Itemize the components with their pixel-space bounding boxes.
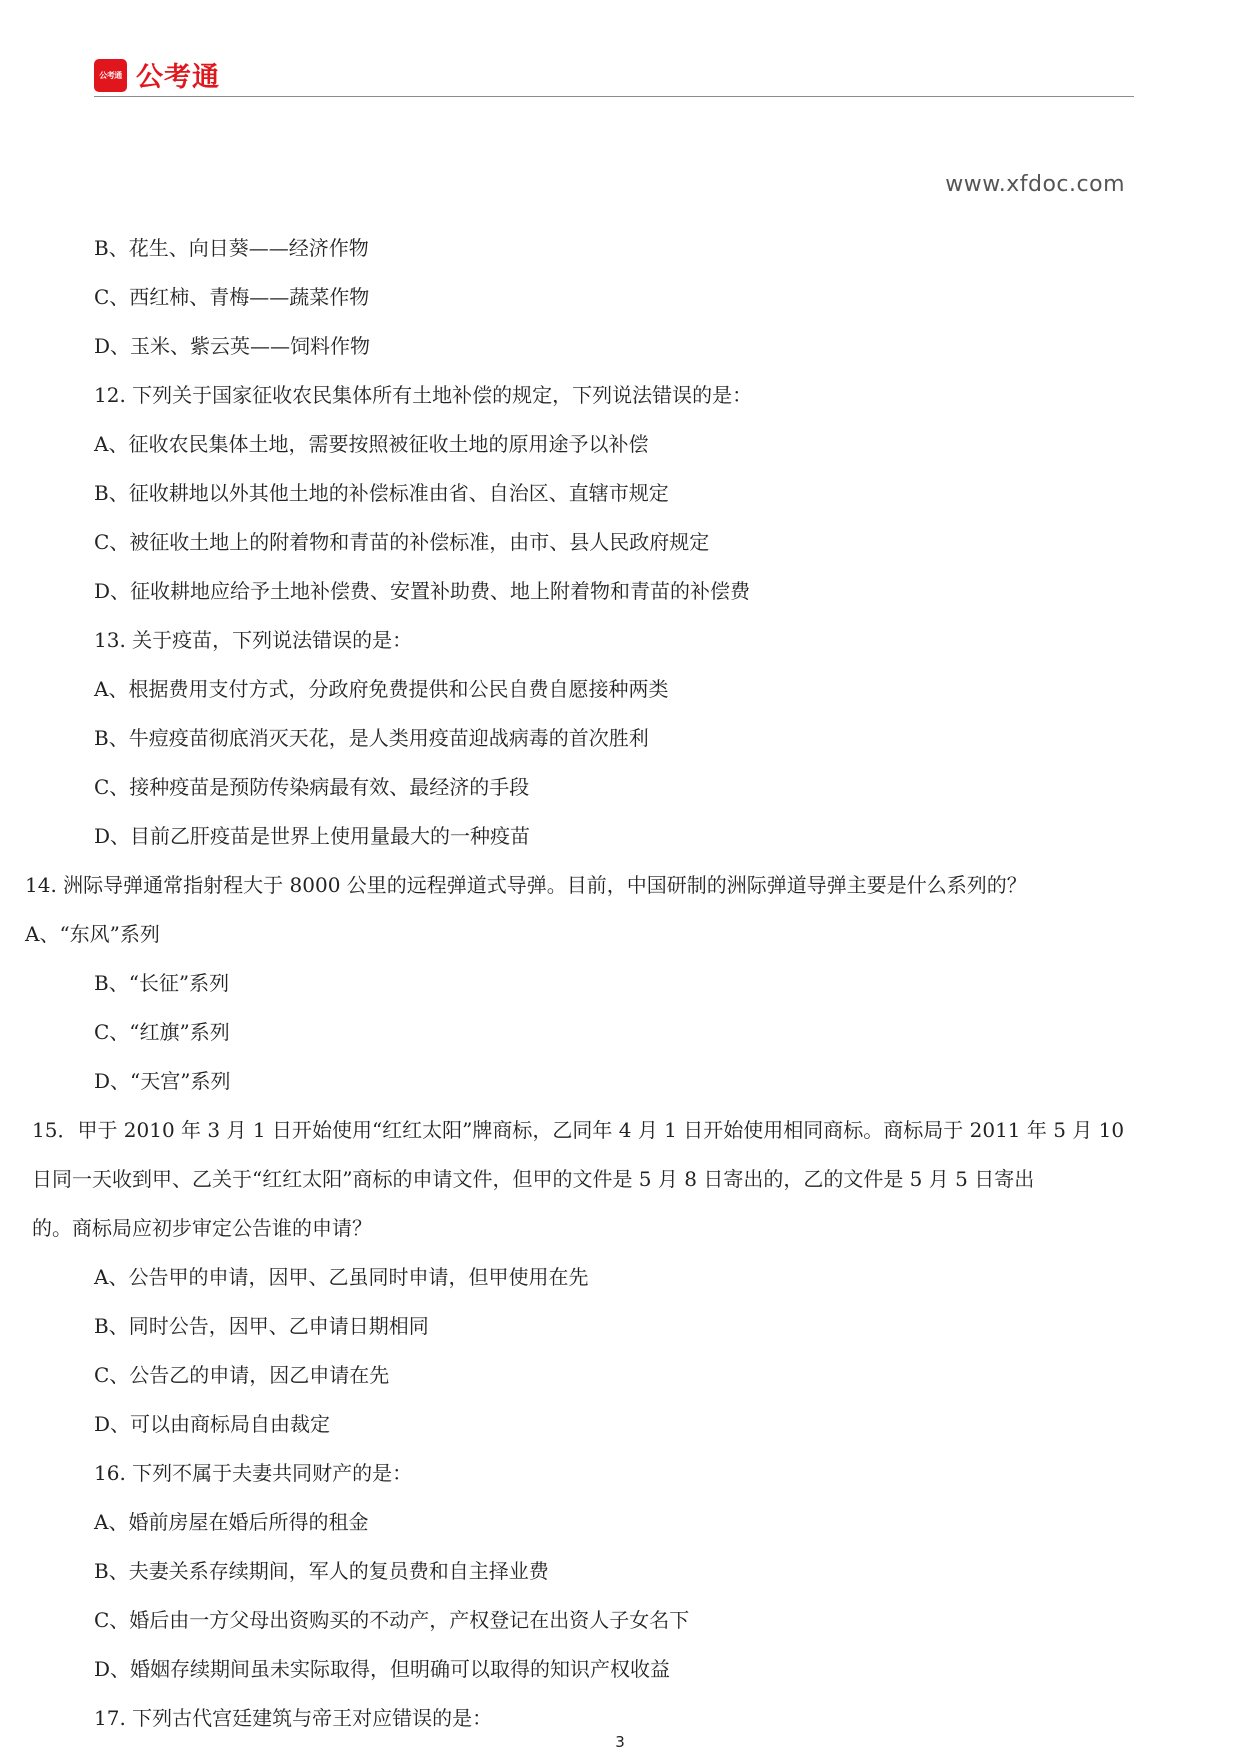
question-line: 17. 下列古代宫廷建筑与帝王对应错误的是：	[94, 1706, 493, 1730]
question-line: 15．甲于 2010 年 3 月 1 日开始使用“红红太阳”牌商标，乙同年 4 月 1 日开始使用相同商标。商标局于 2011 年 5 月 10	[32, 1118, 1125, 1142]
text-line: B、花生、向日葵——经济作物	[94, 236, 369, 260]
site-url: www.xfdoc.com	[945, 172, 1125, 197]
text-line: A、根据费用支付方式，分政府免费提供和公民自费自愿接种两类	[94, 677, 669, 701]
text-line: B、“长征”系列	[94, 971, 230, 995]
page-number: 3	[615, 1733, 625, 1751]
text-line: B、牛痘疫苗彻底消灭天花，是人类用疫苗迎战病毒的首次胜利	[94, 726, 649, 750]
logo-badge: 公考通	[94, 59, 127, 92]
text-line: B、征收耕地以外其他土地的补偿标准由省、自治区、直辖市规定	[94, 481, 669, 505]
text-line: C、公告乙的申请，因乙申请在先	[94, 1363, 390, 1387]
text-line: D、“天宫”系列	[94, 1069, 231, 1093]
text-line: 日同一天收到甲、乙关于“红红太阳”商标的申请文件，但甲的文件是 5 月 8 日寄出的，乙的文件是 5 月 5 日寄出	[32, 1167, 1035, 1191]
text-line: C、西红柿、青梅——蔬菜作物	[94, 285, 370, 309]
logo-text: 公考通	[136, 62, 220, 93]
text-line: D、目前乙肝疫苗是世界上使用量最大的一种疫苗	[94, 824, 531, 848]
text-line: A、婚前房屋在婚后所得的租金	[94, 1510, 369, 1534]
text-line: A、征收农民集体土地，需要按照被征收土地的原用途予以补偿	[94, 432, 649, 456]
question-line: 12. 下列关于国家征收农民集体所有土地补偿的规定，下列说法错误的是：	[94, 383, 753, 407]
text-line: C、婚后由一方父母出资购买的不动产，产权登记在出资人子女名下	[94, 1608, 690, 1632]
text-line: C、被征收土地上的附着物和青苗的补偿标准，由市、县人民政府规定	[94, 530, 710, 554]
header-divider	[94, 96, 1134, 97]
text-line: A、公告甲的申请，因甲、乙虽同时申请，但甲使用在先	[94, 1265, 589, 1289]
text-line: D、玉米、紫云英——饲料作物	[94, 334, 371, 358]
text-line: D、可以由商标局自由裁定	[94, 1412, 331, 1436]
text-line: C、接种疫苗是预防传染病最有效、最经济的手段	[94, 775, 530, 799]
question-line: 16. 下列不属于夫妻共同财产的是：	[94, 1461, 413, 1485]
question-line: 14. 洲际导弹通常指射程大于 8000 公里的远程弹道式导弹。目前，中国研制的洲际弹道导弹主要是什么系列的？	[25, 873, 1027, 897]
page-header	[94, 57, 1134, 97]
text-line: A、“东风”系列	[25, 922, 160, 946]
text-line: C、“红旗”系列	[94, 1020, 230, 1044]
text-line: B、夫妻关系存续期间，军人的复员费和自主择业费	[94, 1559, 549, 1583]
text-line: D、婚姻存续期间虽未实际取得，但明确可以取得的知识产权收益	[94, 1657, 671, 1681]
text-line: 的。商标局应初步审定公告谁的申请？	[32, 1216, 372, 1240]
text-line: B、同时公告，因甲、乙申请日期相同	[94, 1314, 429, 1338]
question-line: 13. 关于疫苗，下列说法错误的是：	[94, 628, 413, 652]
text-line: D、征收耕地应给予土地补偿费、安置补助费、地上附着物和青苗的补偿费	[94, 579, 751, 603]
